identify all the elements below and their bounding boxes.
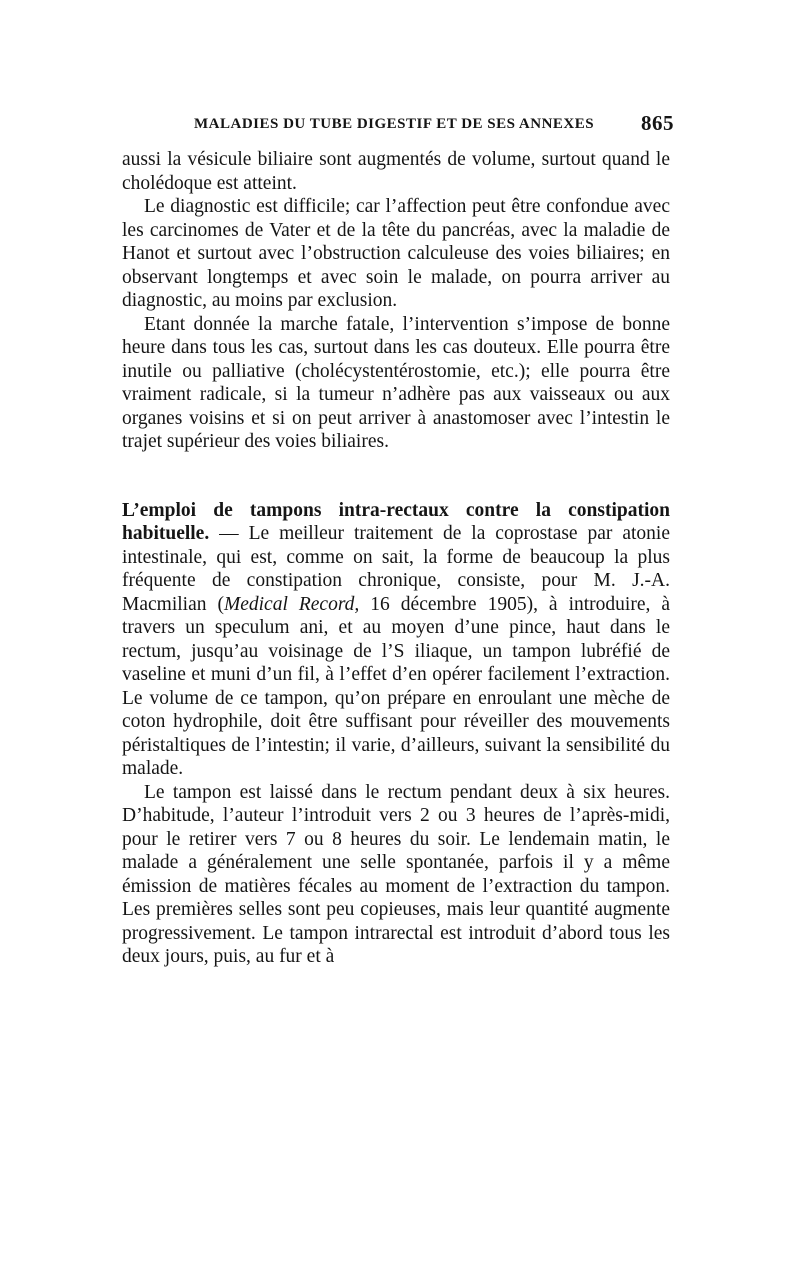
paragraph: Le diagnostic est difficile; car l’affection peut être confondue avec les carcinomes de Vater et de la tête du pancréas, avec la maladie de Hanot et surtout avec l’obstruction calculeuse des voies biliaires; en observant longtemps et avec soin le malade, on pourra arriver au diagnostic, au moins par exclusion. <box>122 196 670 311</box>
section-intrarectal-tampons <box>122 499 670 969</box>
section-biliary-tumor <box>122 148 670 454</box>
paragraph: Etant donnée la marche fatale, l’intervention s’impose de bonne heure dans tous les cas, surtout dans les cas douteux. Elle pourra être inutile ou palliative (cholécystentérostomie, etc.); elle pourra être vraiment radicale, si la tumeur n’adhère pas aux vaisseaux ou aux organes voisins et si on peut arriver à anastomoser avec l’intestin le trajet supérieur des voies biliaires. <box>122 313 670 452</box>
paragraph-text: 16 décembre 1905), à introduire, à travers un speculum ani, et au moyen d’une pince, haut dans le rectum, jusqu’au voisinage de l’S iliaque, un tampon lubréfié de vaseline et muni d’un fil, à l’effet d’en opérer facilement l’extraction. Le volume de ce tampon, qu’on prépare en enroulant une mèche de coton hydrophile, doit être suffisant pour réveiller des mouvements péristaltiques de l’intestin; il varie, d’ailleurs, suivant la sensibilité du malade. <box>122 593 670 779</box>
paragraph <box>122 499 670 781</box>
paragraph: Le tampon est laissé dans le rectum pendant deux à six heures. D’habitude, l’auteur l’introduit vers 2 ou 3 heures de l’après-midi, pour le retirer vers 7 ou 8 heures du soir. Le lendemain matin, le malade a généralement une selle spontanée, parfois il y a même émission de matières fécales au moment de l’extraction du tampon. Les premières selles sont peu copieuses, mais leur quantité augmente progressivement. Le tampon intrarectal est introduit d’abord tous les deux jours, puis, au fur et à <box>122 781 670 967</box>
article-title: L’emploi de tampons intra-rectaux contre la constipation habituelle. <box>122 499 670 544</box>
paragraph-text: — Le meilleur traitement de la coprostase par atonie intestinale, qui est, comme on sait, la forme de beaucoup la plus fréquente de constipation chronique, consiste, pour M. J.-A. Macmilian ( <box>122 523 670 615</box>
journal-citation: Medical Record, <box>223 593 360 615</box>
paragraph: aussi la vésicule biliaire sont augmentés de volume, surtout quand le cholédoque est atteint. <box>122 149 670 194</box>
page-number: 865 <box>641 111 674 135</box>
running-title: MALADIES DU TUBE DIGESTIF ET DE SES ANNEXES <box>194 116 595 132</box>
book-page <box>122 108 674 969</box>
running-header <box>122 108 674 144</box>
